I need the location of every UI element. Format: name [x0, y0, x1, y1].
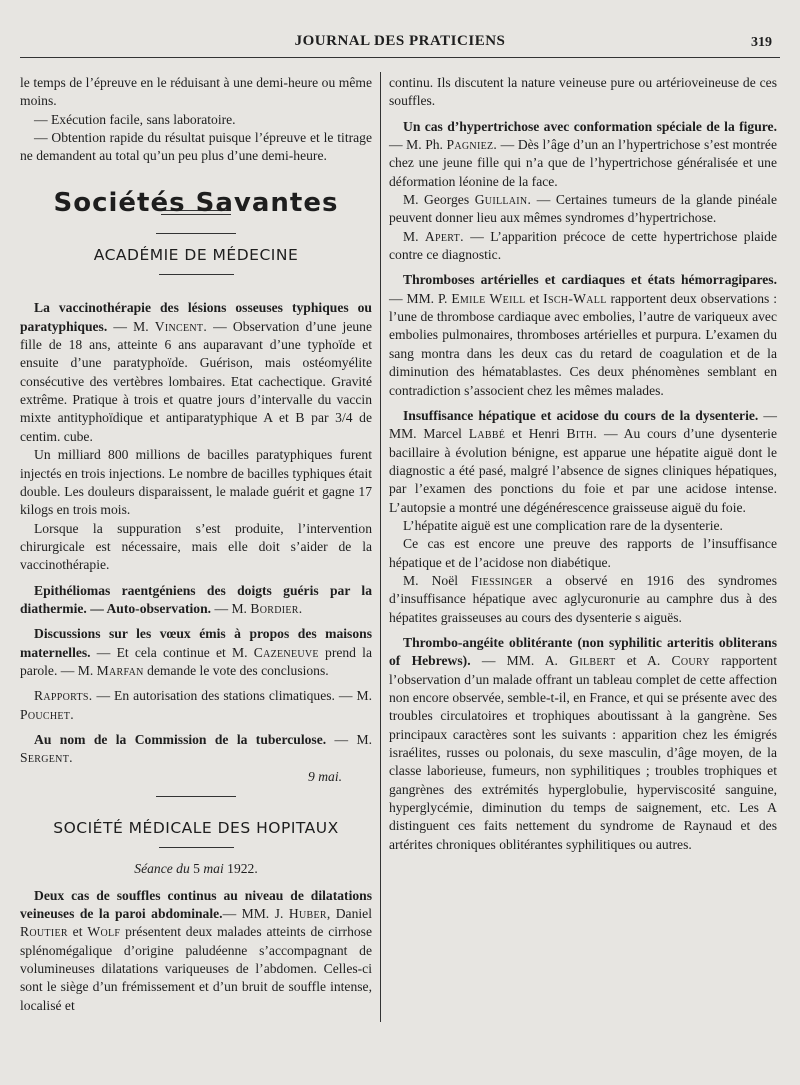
- article-text: — Observation d’une jeune fille de 18 ans, atteinte 6 ans auparavant d’une typhoïde et ensuite d’une paratyphoïde. Guérison, mais ostéomyélite consécutive des vertèbres lombaires. Etat cachectique. Gravité extrême. Pratique à trois et quatre jours d’intervalle du vaccin mixte antityphoïdique et antiparatyphique A et B par 3/4 de centim. cube.: [20, 318, 372, 444]
- text-run: 1922.: [227, 861, 258, 877]
- author-name: Vincent.: [154, 318, 208, 334]
- text-run: rapportent deux observations : l’une de thrombose cardiaque avec embolies, l’autre de variqueux avec embolies pulmonaires, thromboses artérielles et purpura. L’examen du sang montra dans les deux cas du retard de coagulation et de la diminution des hématablastes. Ces deux phénomènes semblant en contradiction s’associent chez les mêmes malades.: [389, 290, 777, 398]
- author-name: Guillain.: [474, 192, 532, 208]
- text-run: — MM. J.: [222, 906, 289, 922]
- author-name: Pagniez.: [446, 137, 498, 153]
- author-name: Cazeneuve: [253, 644, 319, 660]
- intro-paragraph: — Exécution facile, sans laboratoire.: [34, 111, 236, 127]
- text-run: M.: [403, 228, 425, 244]
- article-item: [389, 407, 777, 517]
- text-run: — L’apparition précoce de cette hypertrichose plaide contre ce diagnostic.: [389, 228, 778, 263]
- article-paragraph: Ce cas est encore une preuve des rapports de l’insuffisance hépatique et de l’acidose non diabétique.: [389, 536, 777, 570]
- author-name: Bith.: [566, 426, 598, 442]
- text-run: a observé en 1916 des syndromes d’insuffisance hépatique avec aglycuronurie au camphre dus à des hépatites graisseuses au cours des dysenterie s aiguës.: [389, 572, 777, 625]
- article-title: Thromboses artérielles et cardiaques et états hémorragipares.: [403, 272, 777, 288]
- article-paragraph: [389, 228, 777, 265]
- article-paragraph: Un milliard 800 millions de bacilles paratyphiques furent injectés en trois injections. Le nombre de bacilles typhiques était double. Les douleurs disparaissent, le malade guérit et gagne 17 kilogs en trois mois.: [20, 447, 372, 518]
- text-run: — En autorisation des stations climatiques. — M.: [92, 688, 372, 704]
- date-line: 9 mai.: [308, 768, 342, 784]
- author-name: Fiessinger: [471, 572, 533, 588]
- left-column: [20, 74, 372, 1015]
- column-divider: [380, 72, 381, 1022]
- article-title: Au nom de la Commission de la tuberculose.: [34, 731, 327, 747]
- article-title: Thrombo-angéite oblitérante (non syphilitic arteritis obliterans of Hebrews).: [389, 634, 777, 669]
- author-name: Bordier.: [250, 600, 303, 616]
- divider: [156, 233, 236, 234]
- divider: [156, 796, 236, 797]
- article-title: Discussions sur les vœux émis à propos des maisons maternelles.: [20, 626, 372, 660]
- text-run: — MM. A.: [470, 653, 570, 669]
- article-item: [389, 118, 777, 191]
- article-item: [20, 582, 372, 619]
- text-run: rapportent l’observation d’un malade offrant un tableau complet de cette affection non encore observée, semble-t-il, en France, et qui se présente avec des troubles circulatoires et trophiques aboutissant à la gangrène. Ses principaux caractères sont les suivants : apparition chez les émigrés israélites, russes ou polonais, du sexe masculin, d’âge moyen, de la classe laborieuse, fumeurs, non syphilitiques ; troubles trophiques et gangrènes des extrémités hyperglobulie, hyperviscosité sanguine, hyperglycémie, diminution du temps de saignement, etc. Les A distinguent ces faits nettement du syndrome de Raynaud et des artérites chroniques oblitérantes syphilitiques ou autres.: [389, 653, 778, 852]
- author-name: Sergent.: [20, 750, 73, 766]
- running-header: [20, 33, 780, 58]
- page-number: 319: [751, 35, 772, 50]
- article-item: [20, 625, 372, 680]
- article-paragraph: [389, 572, 777, 627]
- seance-line: [20, 860, 372, 878]
- author-name: Pouchet.: [20, 706, 74, 722]
- text-run: prend la parole. — M.: [20, 644, 372, 678]
- author-name: Wolf: [87, 924, 121, 940]
- text-run: — M.: [326, 731, 372, 747]
- journal-title: JOURNAL DES PRATICIENS: [294, 33, 506, 49]
- article-title: La vaccinothérapie des lésions osseuses typhiques ou paratyphiques.: [20, 300, 372, 334]
- author-name: Isch-Wall: [543, 290, 607, 306]
- text-run: et Henri: [505, 426, 567, 442]
- text-run: et: [525, 290, 544, 306]
- text-run: et: [67, 924, 88, 940]
- divider: [159, 274, 234, 275]
- intro-paragraph: le temps de l’épreuve en le réduisant à une demi-heure ou même moins.: [20, 75, 372, 109]
- text-run: 5: [193, 861, 200, 877]
- text-run: — Au cours d’une dysenterie bacillaire à évolution bénigne, est apparue une hépatite aiguë dont le diagnostic a été pasé, malgré l’absence de signes cliniques hépatiques, par l’examen des ponctions du foie et par une acidose intense. L’autopsie a montré une dégénérescence graisseuse aiguë du foie.: [389, 426, 777, 515]
- article-item: [20, 731, 372, 768]
- text-run: — Dès l’âge d’un an l’hypertrichose s’est montrée chez une jeune fille qui n’a que de l’hypertrichose généralisée et une déformation léonine de la face.: [389, 137, 777, 189]
- author-name: Gilbert: [569, 653, 616, 669]
- author-name: Marfan: [96, 662, 144, 678]
- article-paragraph: L’hépatite aiguë est une complication rare de la dysenterie.: [403, 517, 723, 533]
- text-run: — Et cela continue et M.: [90, 644, 254, 660]
- text-run: Séance du: [134, 861, 194, 877]
- section-title: Sociétés Savantes: [53, 187, 339, 218]
- author-name: Coury: [671, 653, 710, 669]
- article-item: [20, 299, 372, 446]
- article-title: Epithéliomas raentgéniens des doigts guéris par la diathermie. — Auto-observation.: [20, 582, 372, 616]
- text-run: — MM. P.: [389, 290, 452, 306]
- text-run: mai: [199, 861, 228, 877]
- continued-paragraph: continu. Ils discutent la nature veineuse pure ou artérioveineuse de ces souffles.: [389, 75, 777, 109]
- article-item: [20, 887, 372, 1015]
- article-title: Un cas d’hypertrichose avec conformation spéciale de la figure.: [403, 118, 777, 134]
- article-title: Deux cas de souffles continus au niveau de dilatations veineuses de la paroi abdominale.: [20, 887, 372, 922]
- author-name: Routier: [20, 924, 68, 940]
- hopitaux-heading: SOCIÉTÉ MÉDICALE DES HOPITAUX: [53, 819, 339, 837]
- author-name: Huber: [288, 906, 327, 922]
- article-paragraph: [389, 191, 777, 228]
- text-run: — M.: [107, 318, 155, 334]
- right-column: [389, 74, 777, 854]
- text-run: M. Georges: [403, 192, 475, 208]
- text-run: M. Noël: [403, 572, 472, 588]
- text-run: et A.: [615, 653, 672, 669]
- article-title: Insuffisance hépatique et acidose du cours de la dysenterie.: [403, 407, 759, 423]
- author-name: Apert.: [424, 228, 464, 244]
- article-paragraph: Lorsque la suppuration s’est produite, l’intervention chirurgicale est nécessaire, mais elle doit s’aider de la vaccinothérapie.: [20, 520, 372, 573]
- divider: [159, 847, 234, 848]
- academie-heading: ACADÉMIE DE MÉDECINE: [93, 246, 299, 265]
- article-item: [389, 634, 777, 854]
- article-item: [20, 687, 372, 724]
- article-item: [389, 271, 777, 399]
- text-run: , Daniel: [326, 906, 372, 922]
- text-run: — MM. Marcel: [389, 407, 777, 442]
- text-run: — M. Ph.: [389, 137, 447, 153]
- rapports-label: Rapports.: [34, 688, 93, 704]
- text-run: — M.: [211, 600, 251, 616]
- text-run: présentent deux malades atteints de cirrhose splénomégalique d’origine paludéenne s’accompagnant de volumineuses dilatations variqueuses de l’abdomen. Celles-ci sont le siège d’un frémissement et d’un bruit de souffle intense, localisé et: [20, 924, 373, 1013]
- text-run: demande le vote des conclusions.: [143, 662, 329, 678]
- author-name: Labbé: [468, 426, 506, 442]
- intro-paragraph: — Obtention rapide du résultat puisque l’épreuve et le titrage ne demandent au total qu’un peu plus d’une demi-heure.: [20, 130, 372, 164]
- text-run: — Certaines tumeurs de la glande pinéale peuvent donner lieu aux mêmes syndromes d’hypertrichose.: [389, 192, 777, 226]
- author-name: Emile Weill: [451, 290, 526, 306]
